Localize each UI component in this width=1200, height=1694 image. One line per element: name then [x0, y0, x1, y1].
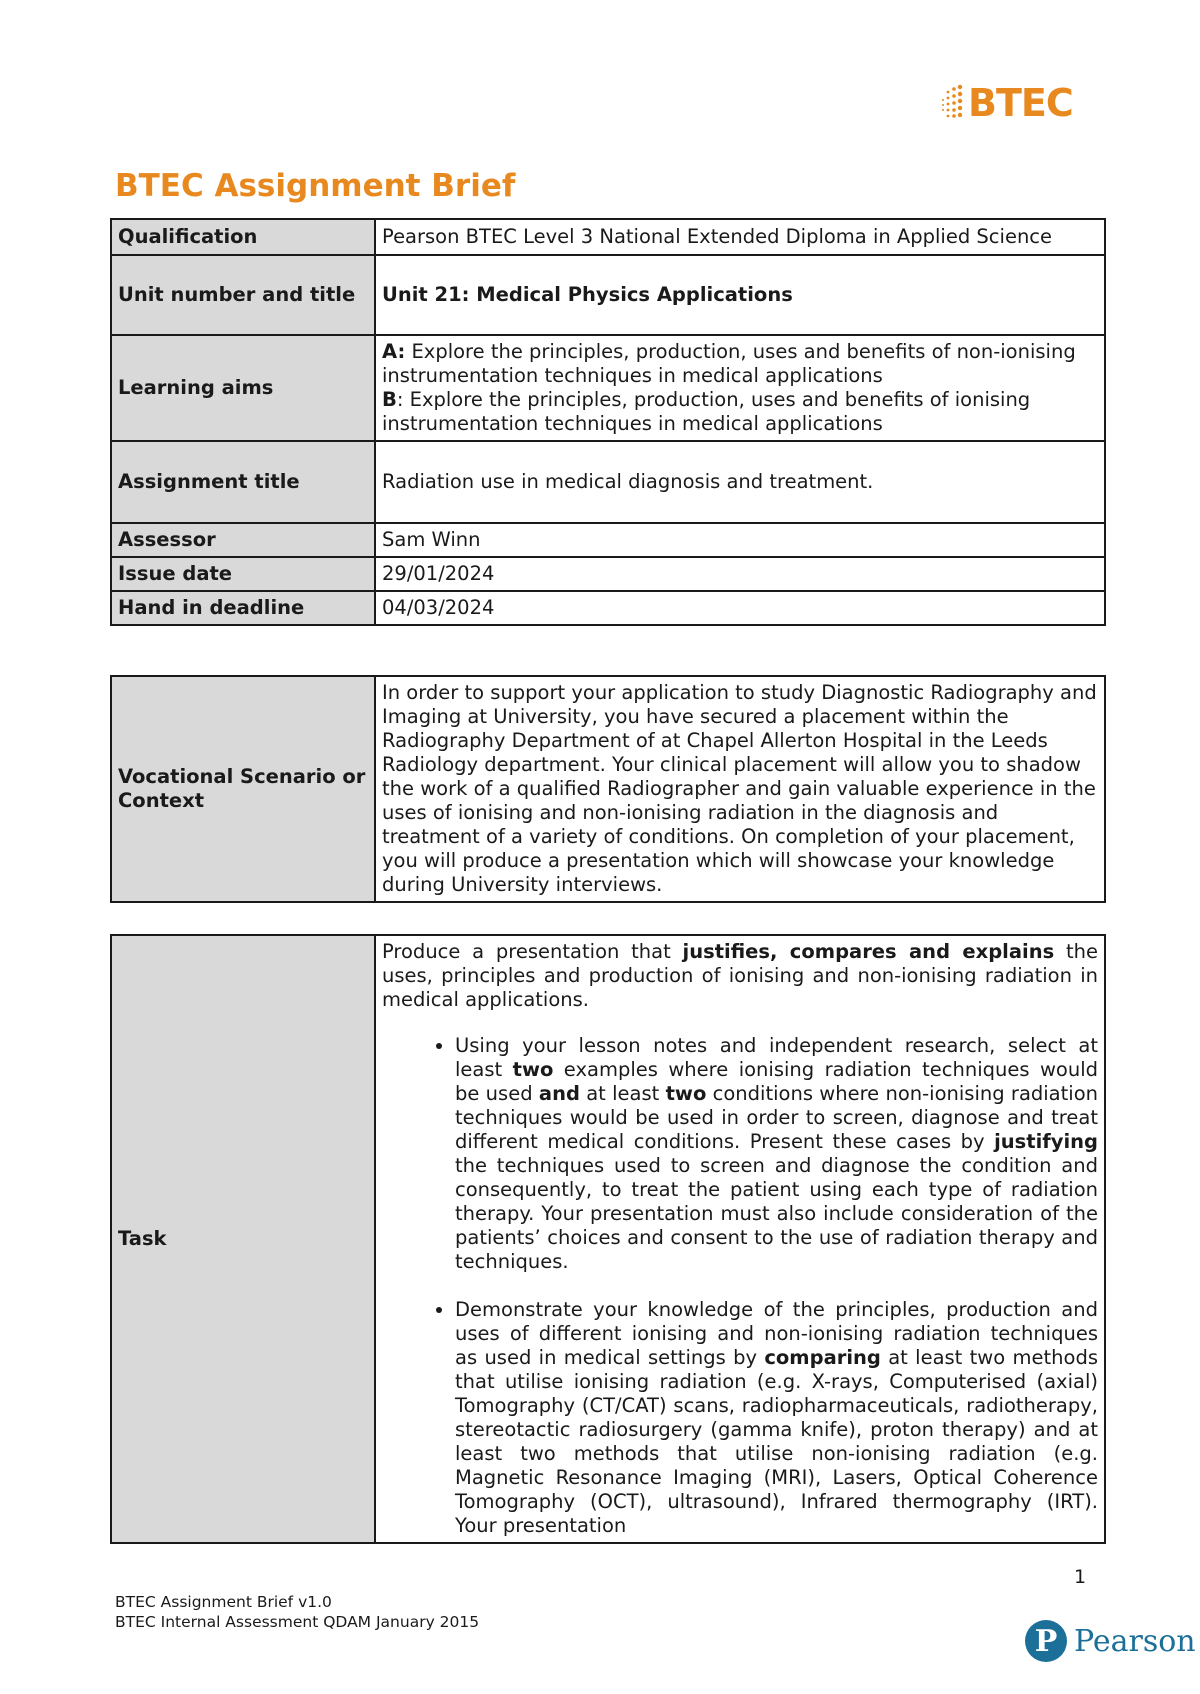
table-row [111, 523, 1105, 557]
table-row [111, 219, 1105, 255]
table-row [111, 676, 1105, 902]
learning-aim-b [382, 388, 1098, 436]
bullet-text: examples where ionising radiation techniques would be used [455, 1058, 1098, 1105]
table-row [111, 591, 1105, 625]
btec-logo-text: BTEC [968, 81, 1073, 125]
bullet-text: conditions where non-ionising radiation techniques would be used in order to screen, diagnose and treat different medical conditions. Present these cases by [455, 1082, 1098, 1153]
bullet-text: Demonstrate your knowledge of the principles, production and uses of different ionising and non-ionising radiation techniques as used in medical settings by [455, 1298, 1098, 1369]
bullet-bold: and [538, 1082, 580, 1105]
table-row [111, 935, 1105, 1543]
pearson-mark-icon: P [1025, 1620, 1067, 1662]
aim-b-text: : Explore the principles, production, uses and benefits of ionising instrumentation techniques in medical applications [382, 388, 1031, 435]
row-label: Unit number and title [111, 255, 375, 335]
row-label: Qualification [111, 219, 375, 255]
bullet-text: Using your lesson notes and independent research, select at least [455, 1034, 1098, 1081]
table-row [111, 557, 1105, 591]
task-table [110, 934, 1106, 1544]
info-table [110, 218, 1106, 626]
footer [115, 1592, 479, 1632]
bullet-text: the techniques used to screen and diagnose the condition and consequently, to treat the patient using each type of radiation therapy. Your presentation must also include consideration of the patients’ choices and consent to the use of radiation therapy and techniques. [455, 1154, 1098, 1273]
scenario-text: In order to support your application to study Diagnostic Radiography and Imaging at University, you have secured a placement within the Radiography Department of at Chapel Allerton Hospital in the Leeds Radiology department. Your clinical placement will allow you to shadow the work of a qualified Radiographer and gain valuable experience in the uses of ionising and non-ionising radiation in the diagnosis and treatment of a variety of conditions. On completion of your placement, you will produce a presentation which will showcase your knowledge during University interviews. [375, 676, 1105, 902]
task-intro-text: Produce a presentation that [382, 940, 683, 963]
deadline-value: 04/03/2024 [375, 591, 1105, 625]
task-content [375, 935, 1105, 1543]
row-label: Learning aims [111, 335, 375, 441]
table-row [111, 441, 1105, 523]
bullet-text: at least two methods that utilise ionising radiation (e.g. X-rays, Computerised (axial) Tomography (CT/CAT) scans, radiopharmaceuticals, radiotherapy, stereotactic radiosurgery (gamma knife), proton therapy) and at least two methods that utilise non-ionising radiation (e.g. Magnetic Resonance Imaging (MRI), Lasers, Optical Coherence Tomography (OCT), ultrasound), Infrared thermography (IRT). Your presentation [455, 1346, 1098, 1537]
footer-line: BTEC Internal Assessment QDAM January 2015 [115, 1613, 480, 1631]
bullet-bold: two [665, 1082, 707, 1105]
learning-aim-a [382, 340, 1098, 388]
list-item [455, 1298, 1098, 1538]
row-label: Issue date [111, 557, 375, 591]
pearson-logo [1025, 1620, 1196, 1662]
btec-dots-icon [940, 83, 966, 123]
qualification-value: Pearson BTEC Level 3 National Extended Diploma in Applied Science [375, 219, 1105, 255]
aim-b-prefix: B [382, 388, 397, 411]
scenario-table [110, 675, 1106, 903]
page-title: BTEC Assignment Brief [115, 168, 516, 204]
row-label: Assignment title [111, 441, 375, 523]
task-label: Task [111, 935, 375, 1543]
bullet-bold: comparing [764, 1346, 881, 1369]
table-row [111, 335, 1105, 441]
footer-line: BTEC Assignment Brief v1.0 [115, 1593, 332, 1611]
scenario-label: Vocational Scenario or Context [111, 676, 375, 902]
aim-a-text: Explore the principles, production, uses and benefits of non-ionising instrumentation techniques in medical applications [382, 340, 1076, 387]
list-item [455, 1034, 1098, 1274]
assessor-value: Sam Winn [375, 523, 1105, 557]
issue-date-value: 29/01/2024 [375, 557, 1105, 591]
bullet-text: at least [579, 1082, 666, 1105]
row-label: Assessor [111, 523, 375, 557]
bullet-bold: two [512, 1058, 554, 1081]
assignment-title-value: Radiation use in medical diagnosis and treatment. [375, 441, 1105, 523]
task-intro-text: the uses, principles and production of ionising and non-ionising radiation in medical applications. [382, 940, 1098, 1011]
unit-title-value: Unit 21: Medical Physics Applications [375, 255, 1105, 335]
row-label: Hand in deadline [111, 591, 375, 625]
bullet-bold: justifying [994, 1130, 1098, 1153]
btec-logo [940, 78, 1090, 128]
task-intro [382, 940, 1098, 1012]
aim-a-prefix: A: [382, 340, 406, 363]
pearson-logo-text: Pearson [1074, 1623, 1196, 1659]
table-row [111, 255, 1105, 335]
task-bullet-list [382, 1034, 1098, 1538]
learning-aims-value [375, 335, 1105, 441]
task-intro-bold: justifies, compares and explains [682, 940, 1055, 963]
page-number: 1 [1074, 1566, 1087, 1588]
